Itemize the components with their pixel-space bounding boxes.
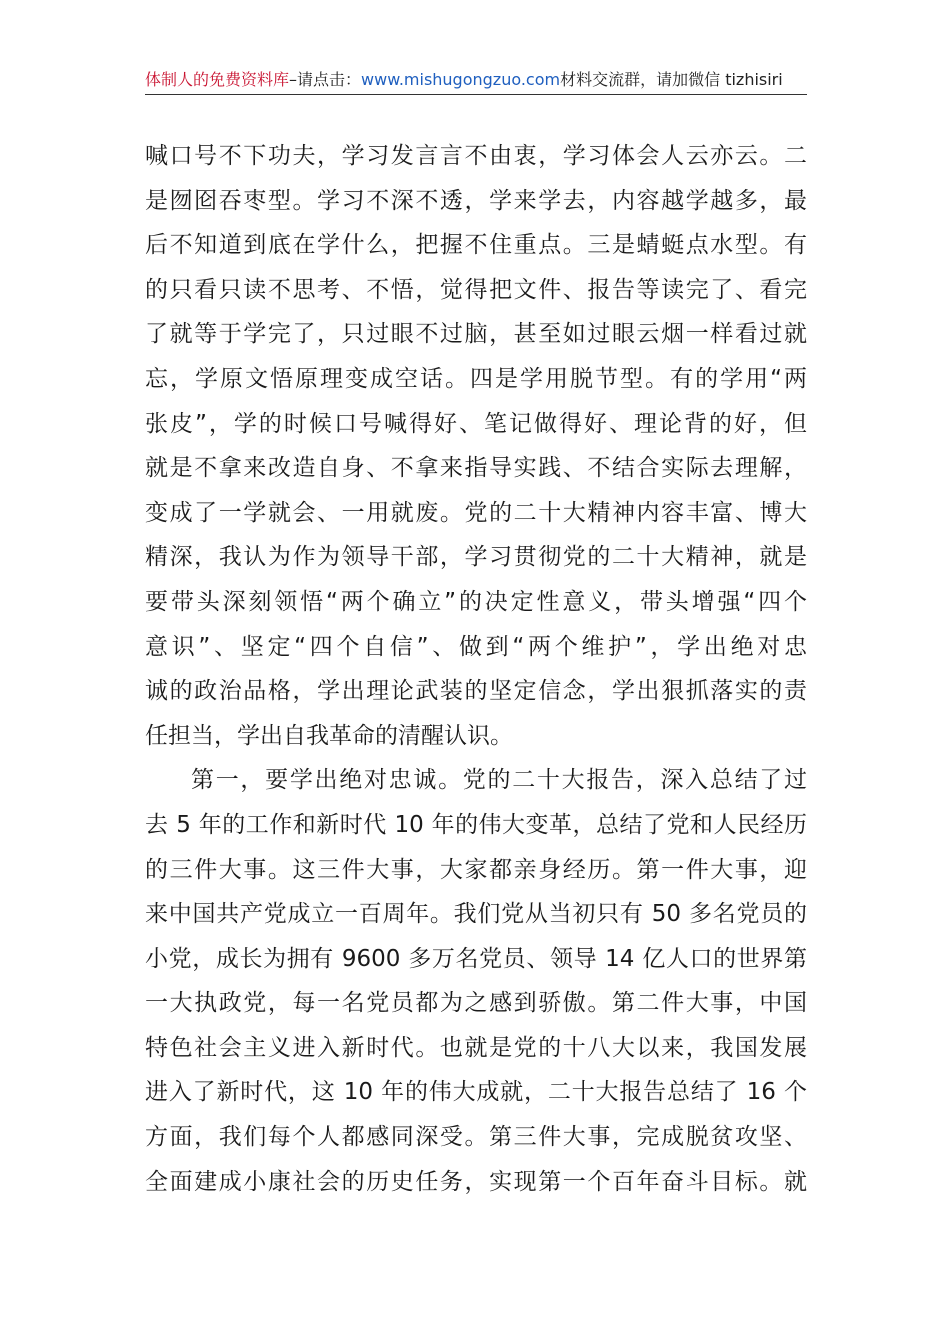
text-line: 小党，成长为拥有 9600 多万名党员、领导 14 亿人口的世界第 — [145, 945, 807, 972]
header-divider — [145, 94, 807, 95]
text-line: 的三件大事。这三件大事，大家都亲身经历。第一件大事，迎 — [145, 856, 807, 883]
text-line: 方面，我们每个人都感同深受。第三件大事，完成脱贫攻坚、 — [145, 1124, 807, 1151]
text-line: 一大执政党，每一名党员都为之感到骄傲。第二件大事，中国 — [145, 990, 807, 1017]
text-line: 张皮”，学的时候口号喊得好、笔记做得好、理论背的好，但 — [145, 410, 807, 437]
page-header — [145, 66, 807, 94]
text-line: 全面建成小康社会的历史任务，实现第一个百年奋斗目标。就 — [145, 1168, 807, 1195]
text-line: 要带头深刻领悟“两个确立”的决定性意义，带头增强“四个 — [145, 588, 807, 615]
text-line: 就是不拿来改造自身、不拿来指导实践、不结合实际去理解， — [145, 455, 807, 482]
text-line: 了就等于学完了，只过眼不过脑，甚至如过眼云烟一样看过就 — [145, 321, 807, 348]
text-line: 喊口号不下功夫，学习发言言不由衷，学习体会人云亦云。二 — [145, 143, 807, 169]
text-line: 精深，我认为作为领导干部，学习贯彻党的二十大精神，就是 — [145, 544, 807, 571]
text-line: 去 5 年的工作和新时代 10 年的伟大变革，总结了党和人民经历 — [145, 811, 807, 838]
text-line: 特色社会主义进入新时代。也就是党的十八大以来，我国发展 — [145, 1034, 807, 1061]
text-line: 任担当，学出自我革命的清醒认识。 — [145, 722, 513, 749]
text-line: 是囫囵吞枣型。学习不深不透，学来学去，内容越学越多，最 — [145, 187, 807, 214]
header-prompt: –请点击： — [289, 70, 362, 89]
document-body — [145, 134, 807, 1204]
header-site-name: 体制人的免费资料库 — [145, 70, 290, 89]
text-line: 变成了一学就会、一用就废。党的二十大精神内容丰富、博大 — [145, 499, 807, 526]
text-line: 进入了新时代，这 10 年的伟大成就，二十大报告总结了 16 个 — [145, 1079, 807, 1106]
paragraph — [145, 134, 807, 758]
text-line: 忘，学原文悟原理变成空话。四是学用脱节型。有的学用“两 — [145, 365, 807, 392]
text-line: 意识”、坚定“四个自信”、做到“两个维护”，学出绝对忠 — [145, 633, 807, 660]
paragraph — [145, 758, 807, 1204]
header-url-link[interactable]: www.mishugongzuo.com — [361, 70, 561, 89]
header-note: 材料交流群，请加微信 tizhisiri — [560, 70, 783, 89]
text-line: 的只看只读不思考、不悟，觉得把文件、报告等读完了、看完 — [145, 276, 807, 303]
text-line: 来中国共产党成立一百周年。我们党从当初只有 50 多名党员的 — [145, 901, 807, 928]
text-line: 第一，要学出绝对忠诚。党的二十大报告，深入总结了过 — [191, 767, 807, 794]
text-line: 诚的政治品格，学出理论武装的坚定信念，学出狠抓落实的责 — [145, 678, 807, 705]
text-line: 后不知道到底在学什么，把握不住重点。三是蜻蜓点水型。有 — [145, 232, 807, 259]
